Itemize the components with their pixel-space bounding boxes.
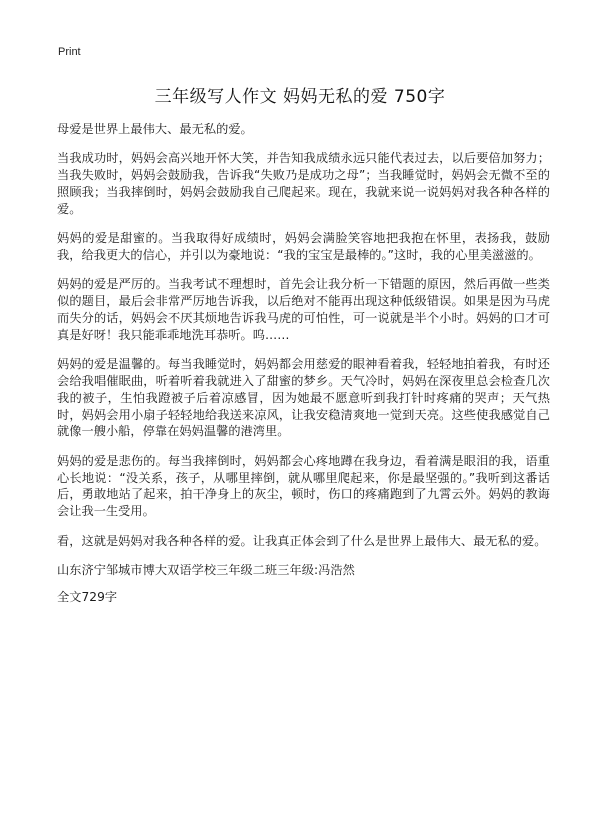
paragraph-conclusion: 看，这就是妈妈对我各种各样的爱。让我真正体会到了什么是世界上最伟大、最无私的爱。 [57, 533, 547, 548]
author-line: 山东济宁邹城市博大双语学校三年级二班三年级:冯浩然 [57, 562, 355, 577]
paragraph-sweet: 妈妈的爱是甜蜜的。当我取得好成绩时，妈妈会满脸笑容地把我抱在怀里，表扬我，鼓励我，给我更大的信心，并引以为豪地说：“我的宝宝是最棒的。”这时，我的心里美滋滋的。 [57, 231, 550, 262]
paragraph-overview: 当我成功时，妈妈会高兴地开怀大笑，并告知我成绩永远只能代表过去，以后要倍加努力；当我失败时，妈妈会鼓励我，告诉我“失败乃是成功之母”；当我睡觉时，妈妈会无微不至的照顾我；当我摔倒时，妈妈会鼓励我自己爬起来。现在，我就来说一说妈妈对我各种各样的爱。 [57, 151, 550, 216]
word-count: 全文729字 [57, 589, 118, 604]
paragraph-strict: 妈妈的爱是严厉的。当我考试不理想时，首先会让我分析一下错题的原因，然后再做一些类似的题目，最后会非常严厉地告诉我，以后绝对不能再出现这种低级错误。如果是因为马虎而失分的话，妈妈会不厌其烦地告诉我马虎的可怕性，可一说就是半个小时。妈妈的口才可真是好呀！我只能乖乖地洗耳恭听。呜…… [57, 277, 550, 342]
paragraph-sad: 妈妈的爱是悲伤的。每当我摔倒时，妈妈都会心疼地蹲在我身边，看着满是眼泪的我，语重心长地说：“没关系，孩子，从哪里摔倒，就从哪里爬起来，你是最坚强的。”我听到这番话后，勇敢地站了起来，拍干净身上的灰尘，顿时，伤口的疼痛跑到了九霄云外。妈妈的教诲会让我一生受用。 [57, 453, 550, 519]
article-body [57, 121, 550, 618]
paragraph-warm: 妈妈的爱是温馨的。每当我睡觉时，妈妈都会用慈爱的眼神看着我，轻轻地拍着我，有时还会给我唱催眠曲，听着听着我就进入了甜蜜的梦乡。天气冷时，妈妈在深夜里总会检查几次我的被子，生怕我蹬被子后着凉感冒，因为她最不愿意听到我打针时疼痛的哭声；天气热时，妈妈会用小扇子轻轻地给我送来凉风，让我安稳清爽地一觉到天亮。这些使我感觉自己就像一艘小船，停靠在妈妈温馨的港湾里。 [57, 357, 550, 439]
print-label: Print [58, 46, 81, 58]
paragraph-intro: 母爱是世界上最伟大、最无私的爱。 [57, 122, 253, 136]
page-title: 三年级写人作文 妈妈无私的爱 750字 [154, 87, 446, 107]
